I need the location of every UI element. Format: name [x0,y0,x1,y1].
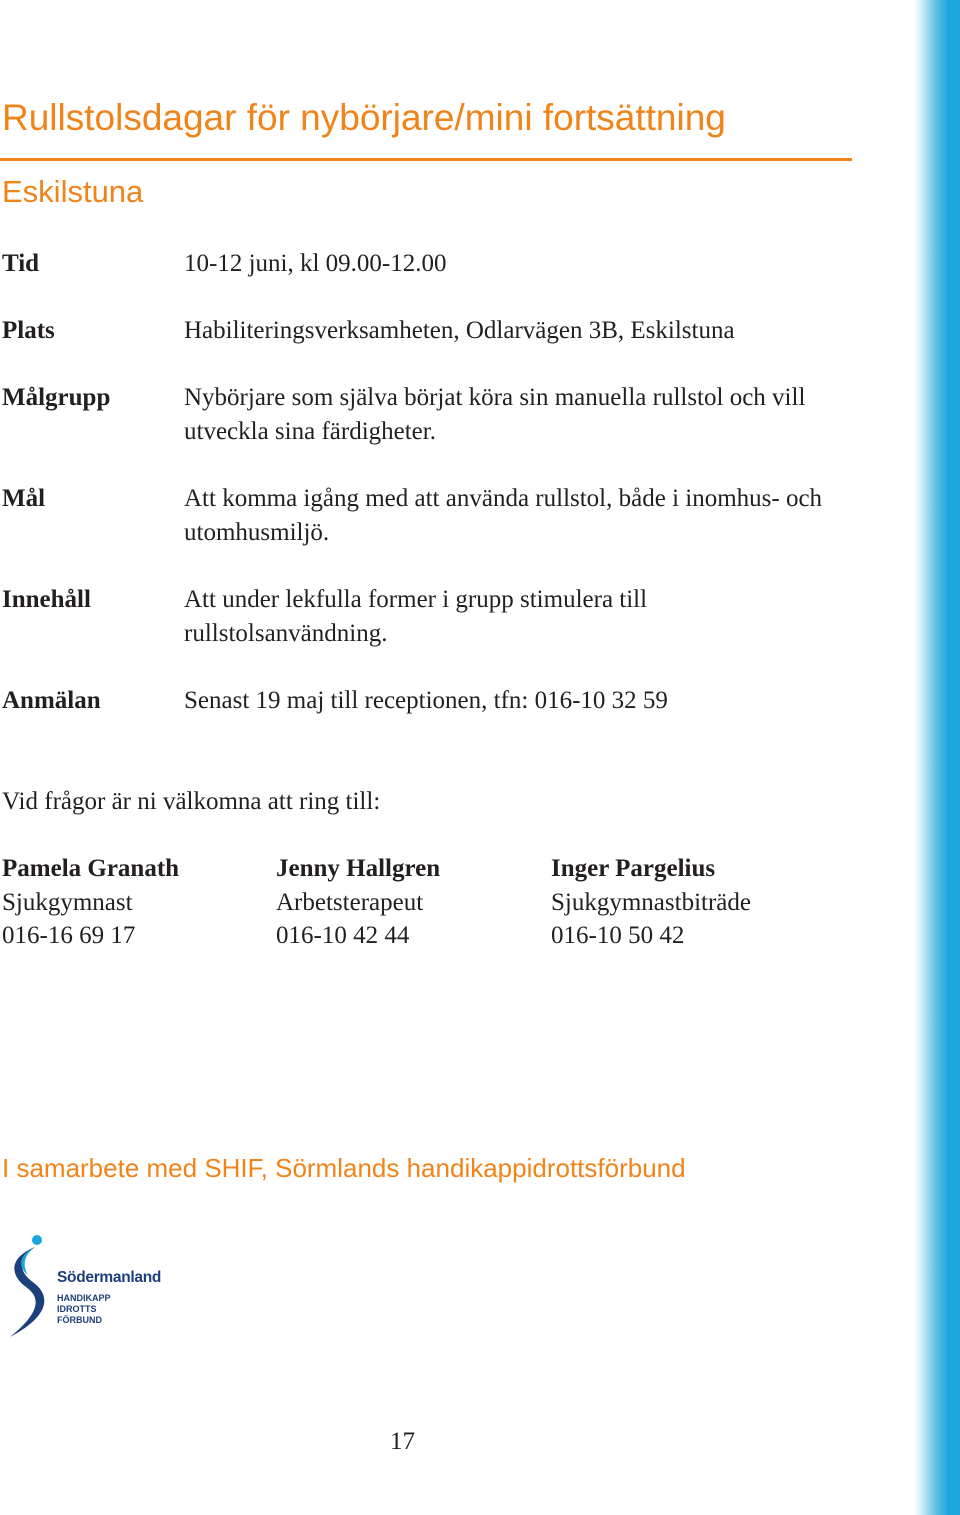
contact-intro: Vid frågor är ni välkomna att ring till: [2,788,381,815]
contact-name: Jenny Hallgren [276,855,441,882]
detail-label: Tid [2,250,40,277]
logo-line: IDROTTS [57,1304,97,1314]
contact-card [551,852,821,953]
detail-label: Plats [2,317,55,344]
detail-value: Senast 19 maj till receptionen, tfn: 016-10 32 59 [184,687,668,714]
sodermanland-logo [4,1233,164,1343]
collaboration-note: I samarbete med SHIF, Sörmlands handikappidrottsförbund [2,1153,686,1183]
page-number: 17 [390,1428,415,1455]
page-title: Rullstolsdagar för nybörjare/mini fortsättning [2,97,726,138]
detail-label: Innehåll [2,586,91,613]
detail-label: Målgrupp [2,384,111,411]
contact-role: Sjukgymnastbiträde [551,888,751,916]
contact-card [276,852,546,953]
title-divider [0,158,852,161]
athlete-swoosh-icon [4,1233,54,1343]
detail-label: Mål [2,485,46,512]
contact-phone: 016-10 42 44 [276,922,410,949]
decorative-side-band [914,0,960,1515]
contact-name: Inger Pargelius [551,855,716,882]
detail-value: Nybörjare som själva börjat köra sin manuella rullstol och vill utveckla sina färdigheter. [184,384,806,445]
logo-name: Södermanland [57,1269,162,1286]
location-subtitle: Eskilstuna [2,174,144,209]
detail-value: Att under lekfulla former i grupp stimulera till rullstolsanvändning. [184,586,648,647]
contact-phone: 016-10 50 42 [551,922,685,949]
detail-label: Anmälan [2,687,101,714]
detail-value: Att komma igång med att använda rullstol, både i inomhus- och utomhusmiljö. [184,485,823,546]
contact-role: Arbetsterapeut [276,888,424,916]
logo-line: HANDIKAPP [57,1293,111,1303]
detail-value: 10-12 juni, kl 09.00-12.00 [184,250,447,277]
contact-role: Sjukgymnast [2,888,133,916]
contact-name: Pamela Granath [2,855,180,882]
logo-line: FÖRBUND [57,1315,102,1325]
contact-card [2,852,272,953]
contact-phone: 016-16 69 17 [2,922,136,949]
detail-value: Habiliteringsverksamheten, Odlarvägen 3B, Eskilstuna [184,317,735,344]
